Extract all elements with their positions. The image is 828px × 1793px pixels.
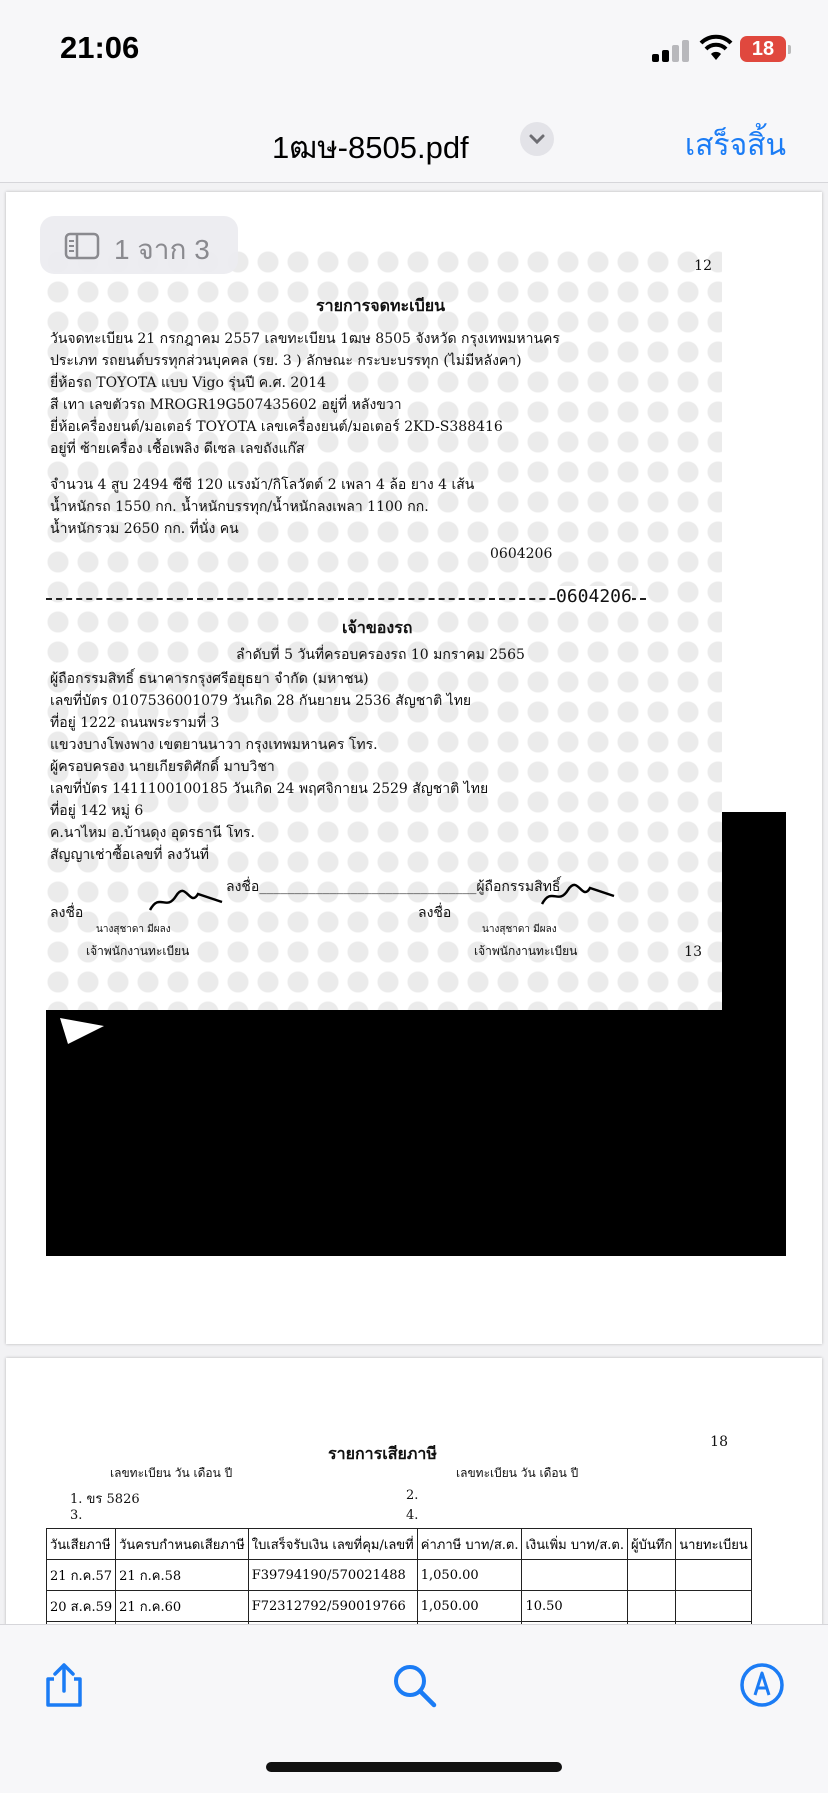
reg-row: วันจดทะเบียน 21 กรกฎาคม 2557 เลขทะเบียน 1ฒษ 8505 จังหวัด กรุงเทพมหานคร (50, 331, 560, 347)
scan-fold-mark (58, 1014, 108, 1054)
table-header: ใบเสร็จรับเงิน เลขที่คุม/เลขที่ (248, 1529, 417, 1560)
table-header: เงินเพิ่ม บาท/ส.ต. (522, 1529, 628, 1560)
wifi-icon (700, 36, 732, 62)
table-cell: 21 ก.ค.58 (116, 1560, 249, 1591)
table-cell: F39794190/570021488 (248, 1560, 417, 1591)
table-cell: 1,050.00 (417, 1560, 522, 1591)
scan-black-edge (722, 812, 786, 1012)
share-icon[interactable] (40, 1661, 88, 1709)
owner-row: สัญญาเช่าซื้อเลขที่ ลงวันที่ (50, 847, 210, 863)
title-menu-button[interactable] (520, 122, 554, 156)
tax-item: 3. (70, 1508, 83, 1523)
markup-icon[interactable] (738, 1661, 786, 1709)
table-header: วันเสียภาษี (47, 1529, 116, 1560)
table-header: นายทะเบียน (676, 1529, 752, 1560)
battery-icon (740, 36, 786, 62)
page-number-top: 12 (694, 258, 712, 274)
scan-black-area (46, 1010, 786, 1256)
reg-row: ยี่ห้อเครื่องยนต์/มอเตอร์ TOYOTA เลขเครื่องยนต์/มอเตอร์ 2KD-S388416 (50, 419, 503, 435)
tax-item: 1. ขร 5826 (70, 1492, 140, 1507)
signature-right (538, 880, 618, 910)
reg-row: น้ำหนักรถ 1550 กก. น้ำหนักบรรทุก/น้ำหนักลงเพลา 1100 กก. (50, 499, 429, 515)
table-row (47, 1560, 752, 1591)
reg-row: น้ำหนักรวม 2650 กก. ที่นั่ง คน (50, 521, 239, 537)
table-cell (628, 1591, 676, 1622)
table-cell (676, 1591, 752, 1622)
table-cell (628, 1560, 676, 1591)
table-cell: 20 ส.ค.59 (47, 1591, 116, 1622)
table-cell: 21 ก.ค.57 (47, 1560, 116, 1591)
sign-label-left: ลงชื่อ (50, 905, 84, 921)
pdf-page-2[interactable] (6, 1358, 822, 1626)
owner-row: เลขที่บัตร 0107536001079 วันเกิด 28 กันยายน 2536 สัญชาติ ไทย (50, 693, 472, 709)
chevron-down-icon (520, 122, 554, 156)
home-indicator[interactable] (266, 1762, 562, 1772)
table-cell: 10.50 (522, 1591, 628, 1622)
page-number-bottom: 13 (684, 944, 702, 960)
owner-row: ผู้ถือกรรมสิทธิ์ ธนาคารกรุงศรีอยุธยา จำกัด (มหาชน) (50, 671, 369, 687)
tax-header-right: เลขทะเบียน วัน เดือน ปี (456, 1466, 579, 1480)
sign-label-right: ลงชื่อ (418, 905, 452, 921)
owner-row: ที่อยู่ 142 หมู่ 6 (50, 803, 144, 819)
table-cell: 1,050.00 (417, 1591, 522, 1622)
page2-number: 18 (710, 1434, 728, 1450)
owner-section-title: เจ้าของรถ (342, 618, 413, 637)
table-cell: 21 ก.ค.60 (116, 1591, 249, 1622)
reg-row: จำนวน 4 สูบ 2494 ซีซี 120 แรงม้า/กิโลวัตต์ 2 เพลา 4 ล้อ ยาง 4 เส้น (50, 477, 475, 493)
sidebar-icon (64, 232, 100, 260)
reg-row: อยู่ที่ ซ้ายเครื่อง เชื้อเพลิง ดีเซล เลขถังแก๊ส (50, 441, 305, 457)
scanned-registration (46, 250, 722, 1010)
document-title[interactable]: 1ฒษ-8505.pdf (272, 130, 469, 165)
status-bar (0, 0, 828, 92)
page-indicator[interactable] (40, 216, 238, 274)
owner-row: ที่อยู่ 1222 ถนนพระรามที่ 3 (50, 715, 220, 731)
reference-number: 0604206 (490, 546, 553, 562)
table-cell (676, 1560, 752, 1591)
battery-level: 18 (751, 38, 775, 60)
owner-row: เลขที่บัตร 1411100100185 วันเกิด 24 พฤศจิกายน 2529 สัญชาติ ไทย (50, 781, 489, 797)
table-cell: F72312792/590019766 (248, 1591, 417, 1622)
reg-row: สี เทา เลขตัวรถ MROGR19G507435602 อยู่ที่ หลังขวา (50, 397, 402, 413)
search-icon[interactable] (390, 1661, 438, 1709)
officer-role-right: เจ้าพนักงานทะเบียน (474, 944, 578, 958)
reg-row: ประเภท รถยนต์บรรทุกส่วนบุคคล (รย. 3 ) ลักษณะ กระบะบรรทุก (ไม่มีหลังคา) (50, 353, 522, 369)
nav-bar (0, 92, 828, 183)
tax-item: 2. (406, 1488, 419, 1503)
table-row (47, 1591, 752, 1622)
signature-left (146, 886, 226, 916)
registration-title: รายการจดทะเบียน (316, 296, 446, 315)
tax-header-left: เลขทะเบียน วัน เดือน ปี (110, 1466, 233, 1480)
cellular-signal-icon (652, 40, 692, 62)
table-header: ผู้บันทึก (628, 1529, 676, 1560)
page-indicator-label: 1 จาก 3 (114, 234, 210, 265)
table-header: ค่าภาษี บาท/ส.ต. (417, 1529, 522, 1560)
holder-sign-line: ลงชื่อ_______________________________ผู้ถือกรรมสิทธิ์ (226, 879, 561, 895)
tax-title: รายการเสียภาษี (328, 1444, 437, 1463)
table-cell (522, 1560, 628, 1591)
officer-name-left: นางสุชาดา มีผลง (96, 924, 171, 935)
table-header: วันครบกำหนดเสียภาษี (116, 1529, 249, 1560)
tax-item: 4. (406, 1508, 419, 1523)
officer-role-left: เจ้าพนักงานทะเบียน (86, 944, 190, 958)
done-button[interactable]: เสร็จสิ้น (684, 129, 786, 162)
owner-row: แขวงบางโพงพาง เขตยานนาวา กรุงเทพมหานคร โทร. (50, 737, 378, 753)
reg-row: ยี่ห้อรถ TOYOTA แบบ Vigo รุ่นปี ค.ศ. 2014 (50, 375, 327, 391)
owner-row: ลำดับที่ 5 วันที่ครอบครองรถ 10 มกราคม 2565 (236, 647, 525, 663)
owner-row: ค.นาไหม อ.บ้านดุง อุดรธานี โทร. (50, 825, 255, 841)
table-header-row (47, 1529, 752, 1560)
reference-stamp: 0604206 (556, 586, 632, 607)
status-time: 21:06 (60, 30, 140, 65)
owner-row: ผู้ครอบครอง นายเกียรติศักดิ์ มาบวิชา (50, 759, 275, 775)
officer-name-right: นางสุชาดา มีผลง (482, 924, 557, 935)
pdf-page-1[interactable] (6, 192, 822, 1344)
